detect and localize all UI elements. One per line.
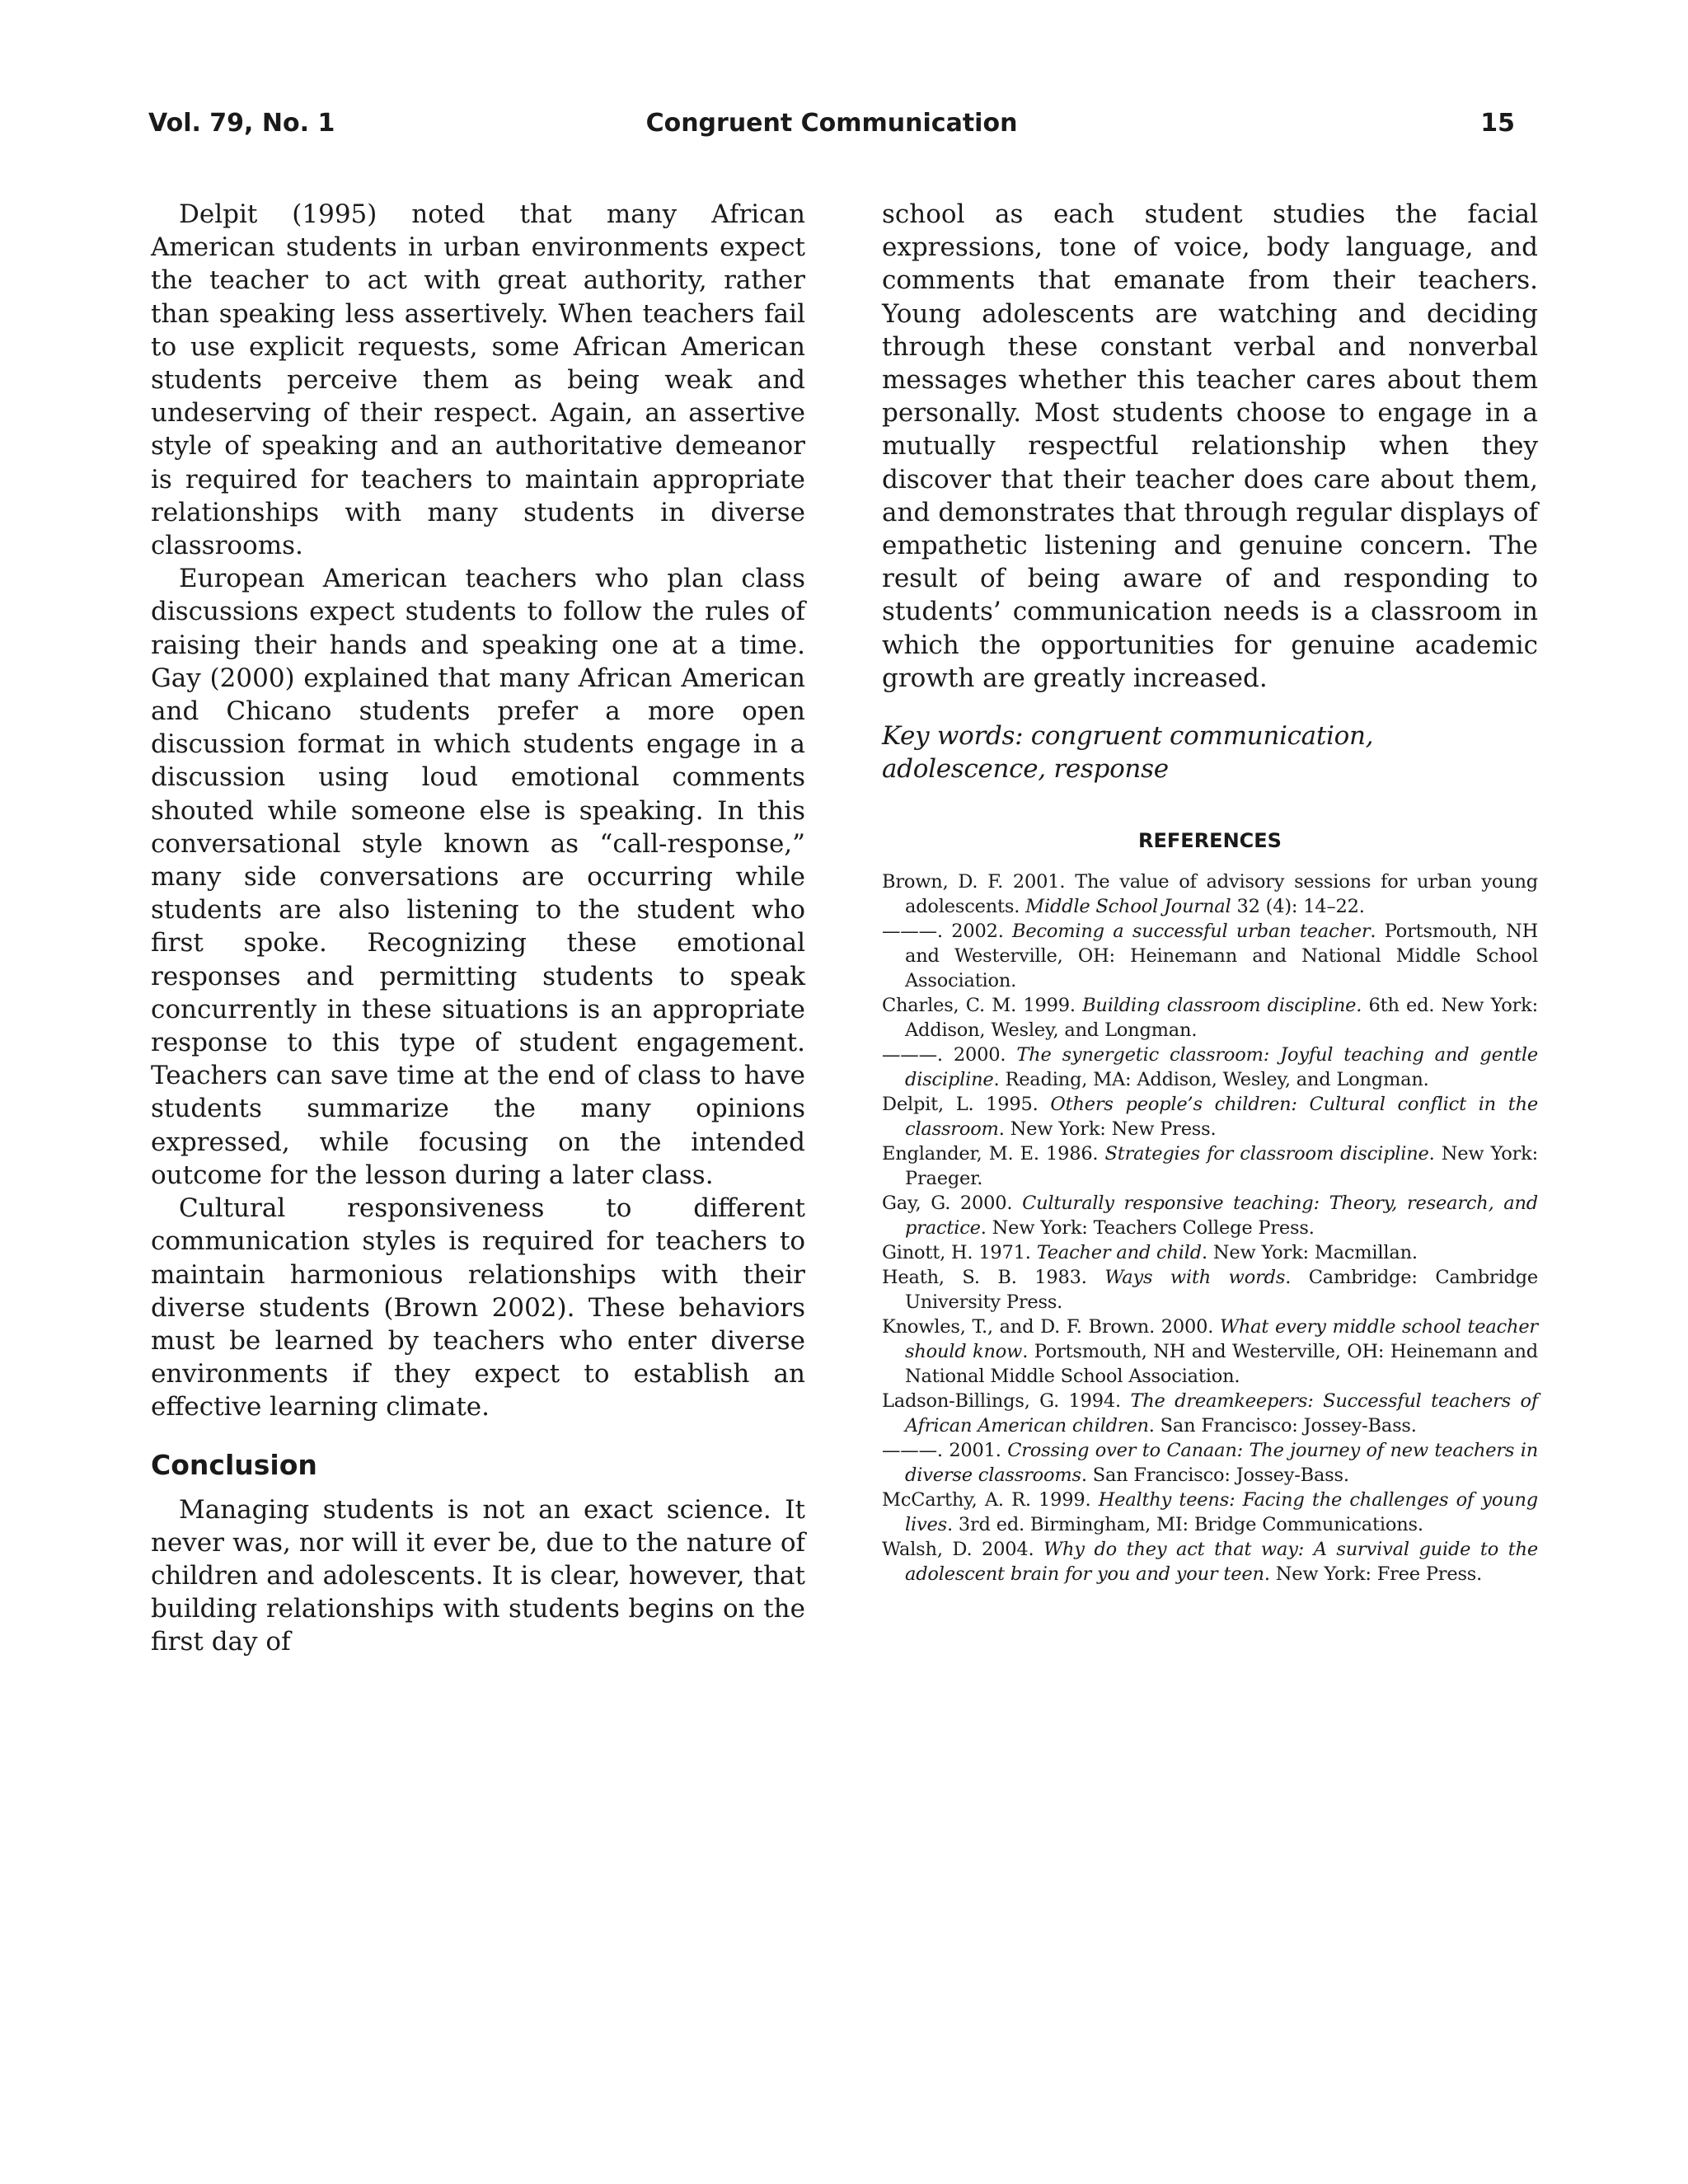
references-heading: REFERENCES	[1138, 829, 1282, 853]
reference-item: Heath, S. B. 1983. Ways with words. Cambridge: Cambridge University Press.	[882, 1267, 1538, 1314]
reference-item: Ginott, H. 1971. Teacher and child. New York: Macmillan.	[882, 1242, 1418, 1264]
page-number: 15	[1480, 109, 1515, 138]
reference-item: ———. 2001. Crossing over to Canaan: The journey of new teachers in diverse classrooms. San Francisco: Jossey-Bass.	[882, 1440, 1539, 1487]
conclusion-heading: Conclusion	[151, 1448, 317, 1481]
right-column	[882, 198, 1538, 1586]
reference-item: ———. 2002. Becoming a successful urban teacher. Portsmouth, NH and Westerville, OH: Heinemann and National Middle School Association.	[882, 921, 1538, 992]
volume-issue: Vol. 79, No. 1	[148, 109, 335, 138]
keywords: Key words: congruent communication, adolescence, response	[882, 721, 1374, 785]
running-head	[148, 105, 1515, 142]
body-paragraph: Cultural responsiveness to different communication styles is required for teachers to maintain harmonious relationships with their diverse students (Brown 2002). These behaviors must be learned by teachers who enter diverse environments if they expect to establish an effective learning climate.	[151, 1193, 805, 1422]
reference-item: Brown, D. F. 2001. The value of advisory sessions for urban young adolescents. Middle School Journal 32 (4): 14–22.	[882, 871, 1538, 918]
reference-item: Gay, G. 2000. Culturally responsive teaching: Theory, research, and practice. New York: Teachers College Press.	[882, 1193, 1538, 1240]
reference-item: Ladson-Billings, G. 1994. The dreamkeepers: Successful teachers of African American children. San Francisco: Jossey-Bass.	[882, 1390, 1538, 1437]
reference-item: Delpit, L. 1995. Others people’s children: Cultural conflict in the classroom. New York: New Press.	[882, 1094, 1538, 1141]
reference-item: Englander, M. E. 1986. Strategies for classroom discipline. New York: Praeger.	[882, 1143, 1538, 1190]
reference-item: McCarthy, A. R. 1999. Healthy teens: Facing the challenges of young lives. 3rd ed. Birmingham, MI: Bridge Communications.	[882, 1489, 1538, 1536]
body-paragraph: European American teachers who plan class discussions expect students to follow the rules of raising their hands and speaking one at a time. Gay (2000) explained that many African American and Chicano students prefer a more open discussion format in which students engage in a discussion using loud emotional comments shouted while someone else is speaking. In this conversational style known as “call-response,” many side conversations are occurring while students are also listening to the student who first spoke. Recognizing these emotional responses and permitting students to speak concurrently in these situations is an appropriate response to this type of student engagement. Teachers can save time at the end of class to have students summarize the many opinions expressed, while focusing on the intended outcome for the lesson during a later class.	[151, 564, 805, 1190]
body-paragraph-continued: school as each student studies the facial expressions, tone of voice, body language, and comments that emanate from their teachers. Young adolescents are watching and deciding through these constant verbal and nonverbal messages whether this teacher cares about them personally. Most students choose to engage in a mutually respectful relationship when they discover that their teacher does care about them, and demonstrates that through regular displays of empathetic listening and genuine concern. The result of being aware of and responding to students’ communication needs is a classroom in which the opportunities for genuine academic growth are greatly increased.	[882, 199, 1538, 693]
reference-item: Walsh, D. 2004. Why do they act that way: A survival guide to the adolescent brain for you and your teen. New York: Free Press.	[882, 1539, 1538, 1586]
reference-list	[882, 869, 1538, 1586]
body-paragraph: Delpit (1995) noted that many African American students in urban environments expect the teacher to act with great authority, rather than speaking less assertively. When teachers fail to use explicit requests, some African American students perceive them as being weak and undeserving of their respect. Again, an assertive style of speaking and an authoritative demeanor is required for teachers to maintain appropriate relationships with many students in diverse classrooms.	[151, 199, 805, 561]
reference-item: Charles, C. M. 1999. Building classroom discipline. 6th ed. New York: Addison, Wesley, and Longman.	[882, 995, 1538, 1042]
conclusion-paragraph: Managing students is not an exact science. It never was, nor will it ever be, due to the nature of children and adolescents. It is clear, however, that building relationships with students begins on the first day of	[151, 1494, 805, 1657]
reference-item: Knowles, T., and D. F. Brown. 2000. What every middle school teacher should know. Portsmouth, NH and Westerville, OH: Heinemann and National Middle School Association.	[882, 1316, 1538, 1388]
running-title: Congruent Communication	[645, 109, 1018, 138]
reference-item: ———. 2000. The synergetic classroom: Joyful teaching and gentle discipline. Reading, MA: Addison, Wesley, and Longman.	[882, 1044, 1538, 1091]
left-column	[151, 198, 805, 1659]
